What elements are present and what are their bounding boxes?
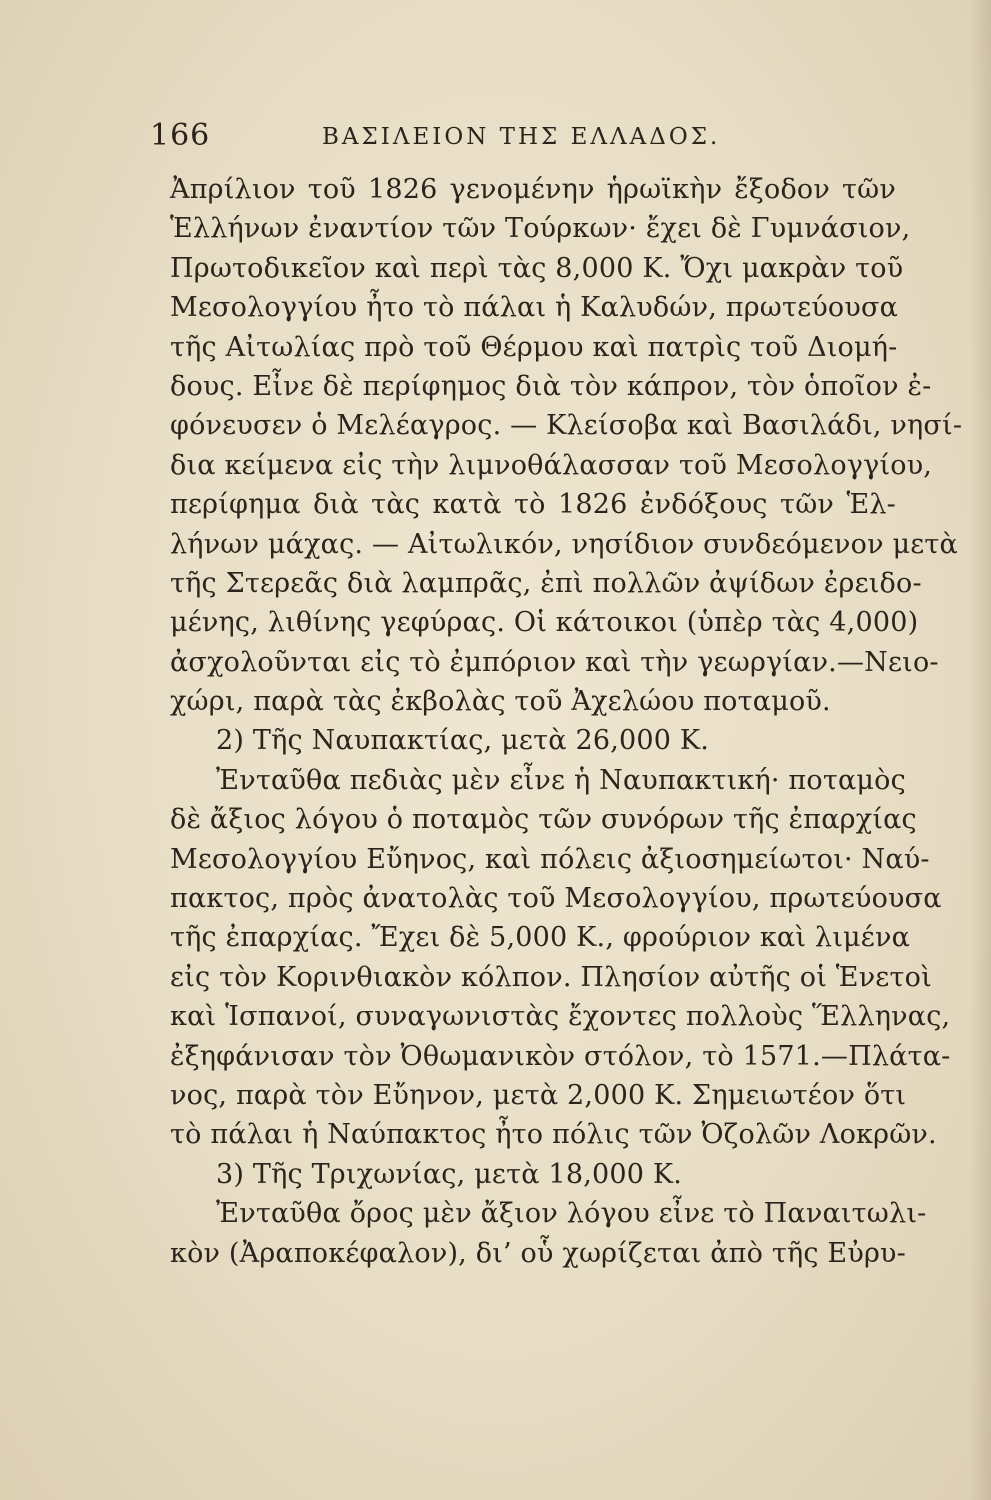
text-line: δὲ ἄξιος λόγου ὁ ποταμὸς τῶν συνόρων τῆς ἐπαρχίας [170,804,917,836]
running-title: ΒΑΣΙΛΕΙΟΝ ΤΗΣ ΕΛΛΑΔΟΣ. [322,124,721,150]
page-number: 166 [150,118,211,153]
text-line: τῆς ἐπαρχίας. Ἔχει δὲ 5,000 Κ., φρούριον καὶ λιμένα [170,922,911,954]
text-line: Ἐνταῦθα ὄρος μὲν ἄξιον λόγου εἶνε τὸ Παναιτωλι- [216,1198,927,1230]
body-text [170,170,963,1273]
text-line: ἀσχολοῦνται εἰς τὸ ἐμπόριον καὶ τὴν γεωργίαν.—Νειο- [170,646,939,678]
text-line: περίφημα διὰ τὰς κατὰ τὸ 1826 ἐνδόξους τῶν Ἑλ- [170,489,896,521]
text-line: πακτος, πρὸς ἀνατολὰς τοῦ Μεσολογγίου, πρωτεύουσα [170,883,942,915]
text-line: κὸν (Ἀραποκέφαλον), δι’ οὗ χωρίζεται ἀπὸ τῆς Εὐρυ- [170,1237,906,1269]
text-line: καὶ Ἱσπανοί, συναγωνιστὰς ἔχοντες πολλοὺς Ἕλληνας, [170,1001,951,1033]
text-line: δους. Εἶνε δὲ περίφημος διὰ τὸν κάπρον, τὸν ὁποῖον ἐ- [170,370,932,402]
text-line: τῆς Αἰτωλίας πρὸ τοῦ Θέρμου καὶ πατρὶς τοῦ Διομή- [170,331,898,363]
text-line: Ἀπρίλιον τοῦ 1826 γενομένην ἡρωϊκὴν ἔξοδον τῶν [170,174,896,205]
text-line: νος, παρὰ τὸν Εὔηνον, μετὰ 2,000 Κ. Σημειωτέον ὅτι [170,1079,907,1111]
text-line: φόνευσεν ὁ Μελέαγρος. — Κλείσοβα καὶ Βασιλάδι, νησί- [170,410,963,442]
text-line: χώρι, παρὰ τὰς ἐκβολὰς τοῦ Ἀχελώου ποταμοῦ. [170,686,831,718]
text-line: εἰς τὸν Κορινθιακὸν κόλπον. Πλησίον αὐτῆς οἱ Ἑνετοὶ [170,961,932,993]
text-line: τὸ πάλαι ἡ Ναύπακτος ἦτο πόλις τῶν Ὀζολῶν Λοκρῶν. [170,1119,937,1151]
section-heading: 2) Τῆς Ναυπακτίας, μετὰ 26,000 Κ. [216,725,710,757]
text-line: λήνων μάχας. — Αἰτωλικόν, νησίδιον συνδεόμενον μετὰ [170,528,958,560]
text-line: Ἑλλήνων ἐναντίον τῶν Τούρκων· ἔχει δὲ Γυμνάσιον, [170,213,911,245]
section-heading: 3) Τῆς Τριχωνίας, μετὰ 18,000 Κ. [216,1158,683,1190]
text-line: ἐξηφάνισαν τὸν Ὀθωμανικὸν στόλον, τὸ 1571.—Πλάτα- [170,1040,951,1072]
text-line: Πρωτοδικεῖον καὶ περὶ τὰς 8,000 Κ. Ὄχι μακρὰν τοῦ [170,252,904,284]
page-header [150,118,890,158]
text-line: Ἐνταῦθα πεδιὰς μὲν εἶνε ἡ Ναυπακτική· ποταμὸς [216,764,906,796]
text-line: δια κείμενα εἰς τὴν λιμνοθάλασσαν τοῦ Μεσολογγίου, [170,449,933,481]
text-line: Μεσολογγίου ἦτο τὸ πάλαι ἡ Καλυδών, πρωτεύουσα [170,292,899,324]
text-line: Μεσολογγίου Εὔηνος, καὶ πόλεις ἀξιοσημείωτοι· Ναύ- [170,843,930,875]
text-line: τῆς Στερεᾶς διὰ λαμπρᾶς, ἐπὶ πολλῶν ἀψίδων ἐρειδο- [170,567,922,599]
page-edge-shadow [969,0,991,1500]
text-line: μένης, λιθίνης γεφύρας. Οἱ κάτοικοι (ὑπὲρ τὰς 4,000) [170,607,919,639]
